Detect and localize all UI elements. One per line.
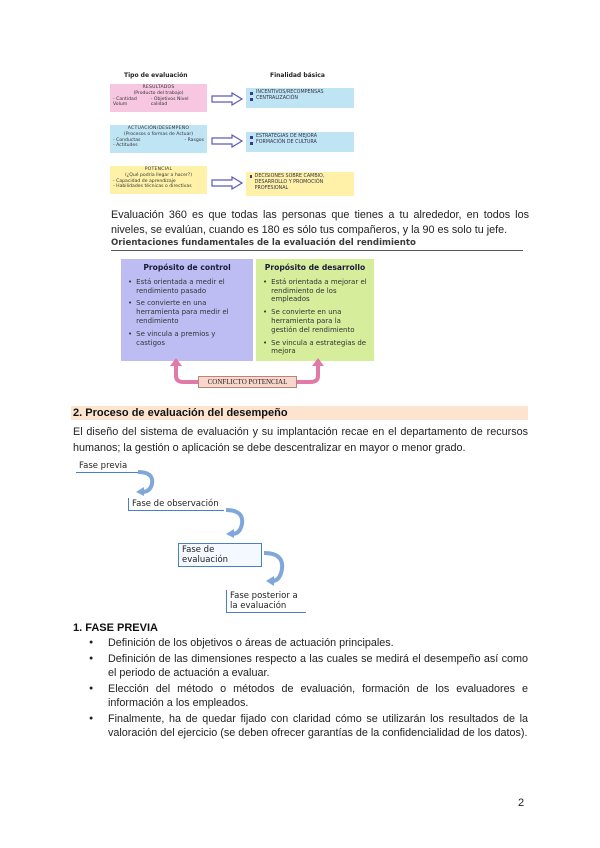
phase-observacion: Fase de observación [128, 498, 224, 511]
type-subtitle: (Procesos o formas de Actuar) [123, 131, 194, 137]
type-col-a: - Conductas [113, 137, 141, 143]
list-item: ● Definición de las dimensiones respecto a las cuales se medirá el desempeño así como el periodo de actuación a evaluar. [85, 652, 528, 681]
type-box-potencial [110, 166, 207, 194]
page-number: 2 [518, 797, 525, 809]
type-box-resultados [110, 84, 207, 112]
bullet-square-icon [250, 175, 252, 178]
phase-evaluacion: Fase de evaluación [178, 543, 262, 567]
figure-header-purpose: Finalidad básica [270, 72, 325, 79]
type-title: ACTUACIÓN/DESEMPEÑO [127, 126, 190, 131]
control-item: Se convierte en una herramienta para medir el rendimiento [136, 299, 229, 325]
development-purpose-box [256, 259, 374, 361]
section-2-paragraph: El diseño del sistema de evaluación y su implantación recae en el departamento de recursos humanos; la gestión o aplicación se debe descentralizar en mayor o menor grado. [73, 426, 528, 454]
purpose-box-2 [246, 132, 354, 152]
purpose-item: ESTRATEGIAS DE MEJORA [256, 134, 318, 139]
section-2-heading: 2. Proceso de evaluación del desempeño [73, 407, 288, 419]
type-extra: - Habilidades técnicas o directivas [113, 184, 192, 190]
bullet-icon: • [263, 338, 268, 347]
phases-diagram [74, 458, 324, 616]
divider [111, 250, 523, 251]
type-col-a: - Cantidad Volum [113, 96, 137, 108]
development-purpose-title: Propósito de desarrollo [264, 263, 366, 272]
type-box-actuacion [110, 125, 207, 153]
curved-arrow-icon [136, 470, 156, 496]
type-col-a: - Capacidad de aprendizaje [113, 178, 176, 184]
conflict-label: CONFLICTO POTENCIAL [198, 376, 297, 388]
development-item: Se convierte en una herramienta para la gestión del rendimiento [271, 308, 355, 334]
type-subtitle: (¿Qué podría llegar a hacer?) [124, 172, 193, 178]
list-item: ● Finalmente, ha de quedar fijado con claridad cómo se utilizarán los resultados de la valoración del ejercicio (se deben ofrecer garantías de la confidencialidad de los datos). [85, 712, 528, 741]
right-arrow-icon [210, 176, 244, 190]
control-purpose-box [121, 259, 253, 361]
purpose-item: INCENTIVOS/RECOMPENSAS [256, 90, 324, 95]
bullet-square-icon [250, 98, 253, 101]
phase-posterior: Fase posterior a la evaluación [226, 590, 306, 613]
bullet-square-icon [250, 136, 253, 139]
purpose-box-3 [246, 172, 354, 196]
control-item: Se vincula a premios y castigos [136, 329, 216, 347]
list-item: ● Definición de los objetivos o áreas de actuación principales. [85, 636, 528, 651]
development-item: Se vincula a estrategias de mejora [271, 338, 367, 356]
right-arrow-icon [210, 134, 244, 148]
development-item: Está orientada a mejorar el rendimiento de los empleados [271, 277, 367, 304]
type-subtitle: (Producto del trabajo) [133, 90, 184, 96]
list-item: ● Elección del método o métodos de evaluación, formación de los evaluadores e información a los empleados. [85, 682, 528, 711]
control-item: Está orientada a medir el rendimiento pasado [136, 277, 225, 295]
type-title: POTENCIAL [144, 167, 173, 172]
purpose-box-1 [246, 88, 354, 108]
orientations-title: Orientaciones fundamentales de la evaluación del rendimiento [111, 238, 416, 248]
figure-header-type: Tipo de evaluación [124, 72, 188, 79]
bullet-square-icon [250, 92, 253, 95]
type-extra: - Actitudes [113, 143, 138, 149]
type-title: RESULTADOS [142, 85, 175, 90]
type-col-b: - Rasgos [184, 137, 204, 143]
bullet-icon: • [128, 329, 133, 338]
bullet-square-icon [250, 142, 253, 145]
bullet-icon: • [263, 277, 268, 286]
control-purpose-title: Propósito de control [143, 263, 231, 272]
evaluation-360-paragraph: Evaluación 360 es que todas las personas que tienes a tu alrededor, en todos los niveles, se evalúan, cuando es 180 es sólo tus compañeros, y la 90 es solo tu jefe. [111, 209, 529, 236]
bullet-icon: • [263, 308, 268, 317]
fase-previa-heading: 1. FASE PREVIA [73, 622, 158, 634]
phase-previa: Fase previa [76, 460, 138, 473]
bullet-icon: • [128, 277, 133, 286]
fase-previa-list [85, 636, 528, 742]
purpose-item: FORMACIÓN DE CULTURA [256, 140, 317, 146]
bullet-icon: • [128, 299, 133, 308]
curved-arrow-icon [224, 508, 246, 538]
purpose-item: DECISIONES SOBRE CAMBIO, DESARROLLO Y PROMOCIÓN PROFESIONAL [254, 174, 325, 192]
right-arrow-icon [210, 92, 244, 106]
purpose-item: CENTRALIZACIÓN [256, 96, 299, 102]
evaluation-types-figure [110, 70, 360, 200]
curved-arrow-icon [262, 551, 286, 587]
type-col-b: - Objetivos Nivel calidad [150, 96, 189, 108]
